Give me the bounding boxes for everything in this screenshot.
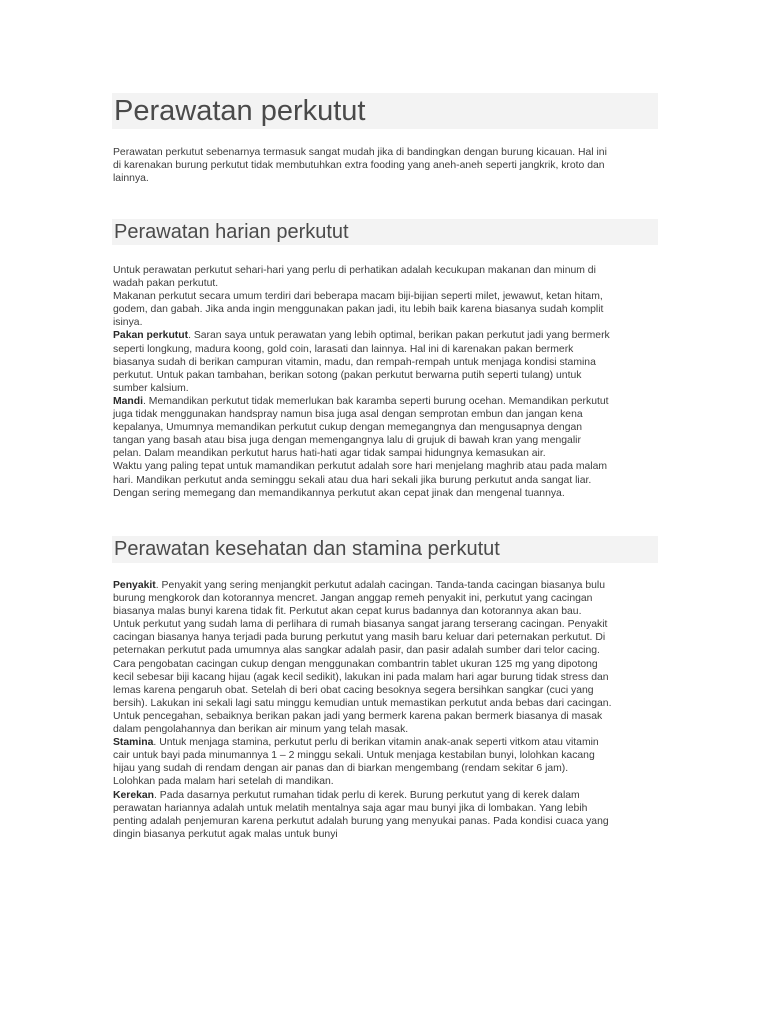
text-line bbox=[113, 290, 658, 303]
text-line bbox=[113, 460, 658, 473]
line-text: Lolohkan pada malam hari setelah di mandikan. bbox=[113, 776, 334, 788]
text-line bbox=[113, 447, 658, 460]
line-text: tangan yang basah atau bisa juga dengan memengangnya lalu di grujuk di bawah kran yang mengalir bbox=[113, 435, 581, 447]
line-text: hijau yang sudah di rendam dengan air panas dan di biarkan mengembang (rendam sekitar 6 jam). bbox=[113, 763, 569, 775]
line-text: cair untuk bayi pada minumannya 1 – 2 minggu sekali. Untuk menjaga kestabilan bunyi, lolohkan kacang bbox=[113, 750, 595, 762]
text-line bbox=[113, 395, 658, 408]
section-heading-harian: Perawatan harian perkutut bbox=[112, 219, 658, 245]
line-text: burung mengkorok dan kotorannya mencret. Jangan anggap remeh penyakit ini, perkutut yang cacingan bbox=[113, 593, 593, 605]
text-line: Perawatan perkutut sebenarnya termasuk sangat mudah jika di bandingkan dengan burung kicauan. Hal ini bbox=[113, 147, 607, 158]
line-text: perawatan hariannya adalah untuk melatih mentalnya saja agar mau bunyi jika di lombakan. Yang lebih bbox=[113, 802, 588, 814]
line-text: Makanan perkutut secara umum terdiri dari beberapa macam biji-bijian seperti milet, jewawut, ketan hitam, bbox=[113, 291, 603, 303]
text-line bbox=[113, 356, 658, 369]
line-text: perkutut. Untuk pakan tambahan, berikan sotong (pakan perkutut berwarna putih seperti tulang) untuk bbox=[113, 369, 582, 381]
text-line bbox=[113, 815, 658, 828]
section-body-kesehatan bbox=[113, 579, 658, 841]
bold-term: Penyakit bbox=[113, 580, 156, 591]
bold-term: Mandi bbox=[113, 395, 144, 407]
line-text: . Pada dasarnya perkutut rumahan tidak perlu di kerek. Burung perkutut yang di kerek dalam bbox=[154, 789, 580, 801]
line-text: . Untuk menjaga stamina, perkutut perlu di berikan vitamin anak-anak seperti vitkom atau vitamin bbox=[153, 737, 599, 749]
text-line bbox=[113, 697, 658, 710]
line-text: wadah pakan perkutut. bbox=[113, 278, 219, 290]
line-text: kepalanya, Umumnya memandikan perkutut cukup dengan memegangnya dan mengusapnya dengan bbox=[113, 422, 583, 434]
line-text: isinya. bbox=[113, 317, 143, 329]
section-body-harian bbox=[113, 264, 658, 500]
text-line bbox=[113, 775, 658, 788]
text-line bbox=[113, 736, 658, 749]
line-text: biasanya malas bunyi karena tidak fit. Perkutut akan cepat kurus badannya dan kotorannya akan bau. bbox=[113, 606, 582, 618]
text-line: lainnya. bbox=[113, 173, 149, 185]
line-text: biasanya sudah di berikan campuran vitamin, madu, dan rempah-rempah untuk menjaga kondisi stamina bbox=[113, 356, 596, 368]
text-line bbox=[113, 710, 658, 723]
text-line bbox=[113, 671, 658, 684]
text-line bbox=[113, 631, 658, 644]
text-line bbox=[113, 828, 658, 841]
text-line bbox=[113, 382, 658, 395]
text-line bbox=[113, 723, 658, 736]
line-text: . Penyakit yang sering menjangkit perkutut adalah cacingan. Tanda-tanda cacingan biasanya bulu bbox=[155, 580, 605, 591]
page-title: Perawatan perkutut bbox=[112, 93, 658, 129]
line-text: . Saran saya untuk perawatan yang lebih optimal, berikan pakan perkutut jadi yang bermerk bbox=[188, 330, 610, 342]
text-line bbox=[113, 343, 658, 356]
text-line bbox=[113, 487, 658, 500]
text-line bbox=[113, 474, 658, 487]
line-text: peternakan perkutut pada umumnya alas sangkar adalah pasir, dan pasir adalah sumber dari telor cacing. bbox=[113, 645, 600, 657]
line-text: Cara pengobatan cacingan cukup dengan menggunakan combantrin tablet ukuran 125 mg yang dipotong bbox=[113, 658, 598, 670]
bold-term: Stamina bbox=[113, 737, 154, 749]
line-text: seperti longkung, madura koong, gold coin, larasati dan lainnya. Hal ini di karenakan pakan bermerk bbox=[113, 343, 574, 355]
text-line bbox=[113, 592, 658, 605]
line-text: kecil sebesar biji kacang hijau (agak kecil sedikit), lakukan ini pada malam hari agar burung tidak stress dan bbox=[113, 671, 609, 683]
text-line bbox=[113, 644, 658, 657]
text-line bbox=[113, 316, 658, 329]
line-text: hari. Mandikan perkutut anda seminggu sekali atau dua hari sekali jika burung perkutut anda sangat liar. bbox=[113, 474, 592, 486]
text-line bbox=[113, 579, 658, 592]
text-line bbox=[113, 303, 658, 316]
text-line: di karenakan burung perkutut tidak membutuhkan extra fooding yang aneh-aneh seperti jangkrik, kroto dan bbox=[113, 160, 605, 172]
text-line bbox=[113, 658, 658, 671]
text-line bbox=[113, 434, 658, 447]
text-line bbox=[113, 329, 658, 342]
line-text: Dengan sering memegang dan memandikannya perkutut akan cepat jinak dan mengenal tuannya. bbox=[113, 487, 565, 499]
line-text: Untuk perkutut yang sudah lama di perlihara di rumah biasanya sangat jarang terserang cacingan. Penyakit bbox=[113, 619, 608, 631]
text-line bbox=[113, 605, 658, 618]
line-text: Untuk perawatan perkutut sehari-hari yang perlu di perhatikan adalah kecukupan makanan dan minum di bbox=[113, 265, 596, 276]
line-text: cacingan biasanya hanya terjadi pada burung perkutut yang masih baru keluar dari peternakan perkutut. Di bbox=[113, 632, 606, 644]
text-line bbox=[113, 421, 658, 434]
line-text: . Memandikan perkutut tidak memerlukan bak karamba seperti burung ocehan. Memandikan perkutut bbox=[143, 395, 609, 407]
intro-paragraph bbox=[113, 146, 658, 185]
line-text: juga tidak menggunakan handspray namun bisa juga asal dengan semprotan embun dan jangan kena bbox=[113, 409, 583, 421]
text-line bbox=[113, 789, 658, 802]
line-text: sumber kalsium. bbox=[113, 382, 189, 394]
text-line bbox=[113, 369, 658, 382]
line-text: bersih). Lakukan ini sekali lagi satu minggu kemudian untuk memastikan perkutut anda bebas dari cacingan. bbox=[113, 697, 612, 709]
text-line bbox=[113, 277, 658, 290]
line-text: lemas karena pengaruh obat. Setelah di beri obat cacing besoknya segera bersihkan sangkar (cuci yang bbox=[113, 684, 594, 696]
line-text: Waktu yang paling tepat untuk mamandikan perkutut adalah sore hari menjelang maghrib atau pada malam bbox=[113, 461, 608, 473]
line-text: Untuk pencegahan, sebaiknya berikan pakan jadi yang bermerk karena pakan bermerk biasanya di masak bbox=[113, 710, 603, 722]
bold-term: Kerekan bbox=[113, 789, 155, 801]
line-text: pelan. Dalam meandikan perkutut harus hati-hati agar tidak sampai hidungnya kemasukan air. bbox=[113, 448, 546, 460]
line-text: dingin biasanya perkutut agak malas untuk bunyi bbox=[113, 828, 338, 840]
line-text: penting adalah penjemuran karena perkutut adalah burung yang menyukai panas. Pada kondisi cuaca yang bbox=[113, 815, 609, 827]
section-heading-kesehatan: Perawatan kesehatan dan stamina perkutut bbox=[112, 536, 658, 563]
bold-term: Pakan perkutut bbox=[113, 330, 189, 342]
line-text: godem, dan gabah. Jika anda ingin menggunakan pakan jadi, itu lebih baik karena biasanya sudah komplit bbox=[113, 304, 604, 316]
line-text: dalam pengolahannya dan berikan air minum yang telah masak. bbox=[113, 724, 409, 736]
text-line bbox=[113, 684, 658, 697]
text-line bbox=[113, 802, 658, 815]
text-line bbox=[113, 264, 658, 277]
text-line bbox=[113, 762, 658, 775]
text-line bbox=[113, 749, 658, 762]
text-line bbox=[113, 618, 658, 631]
text-line bbox=[113, 408, 658, 421]
